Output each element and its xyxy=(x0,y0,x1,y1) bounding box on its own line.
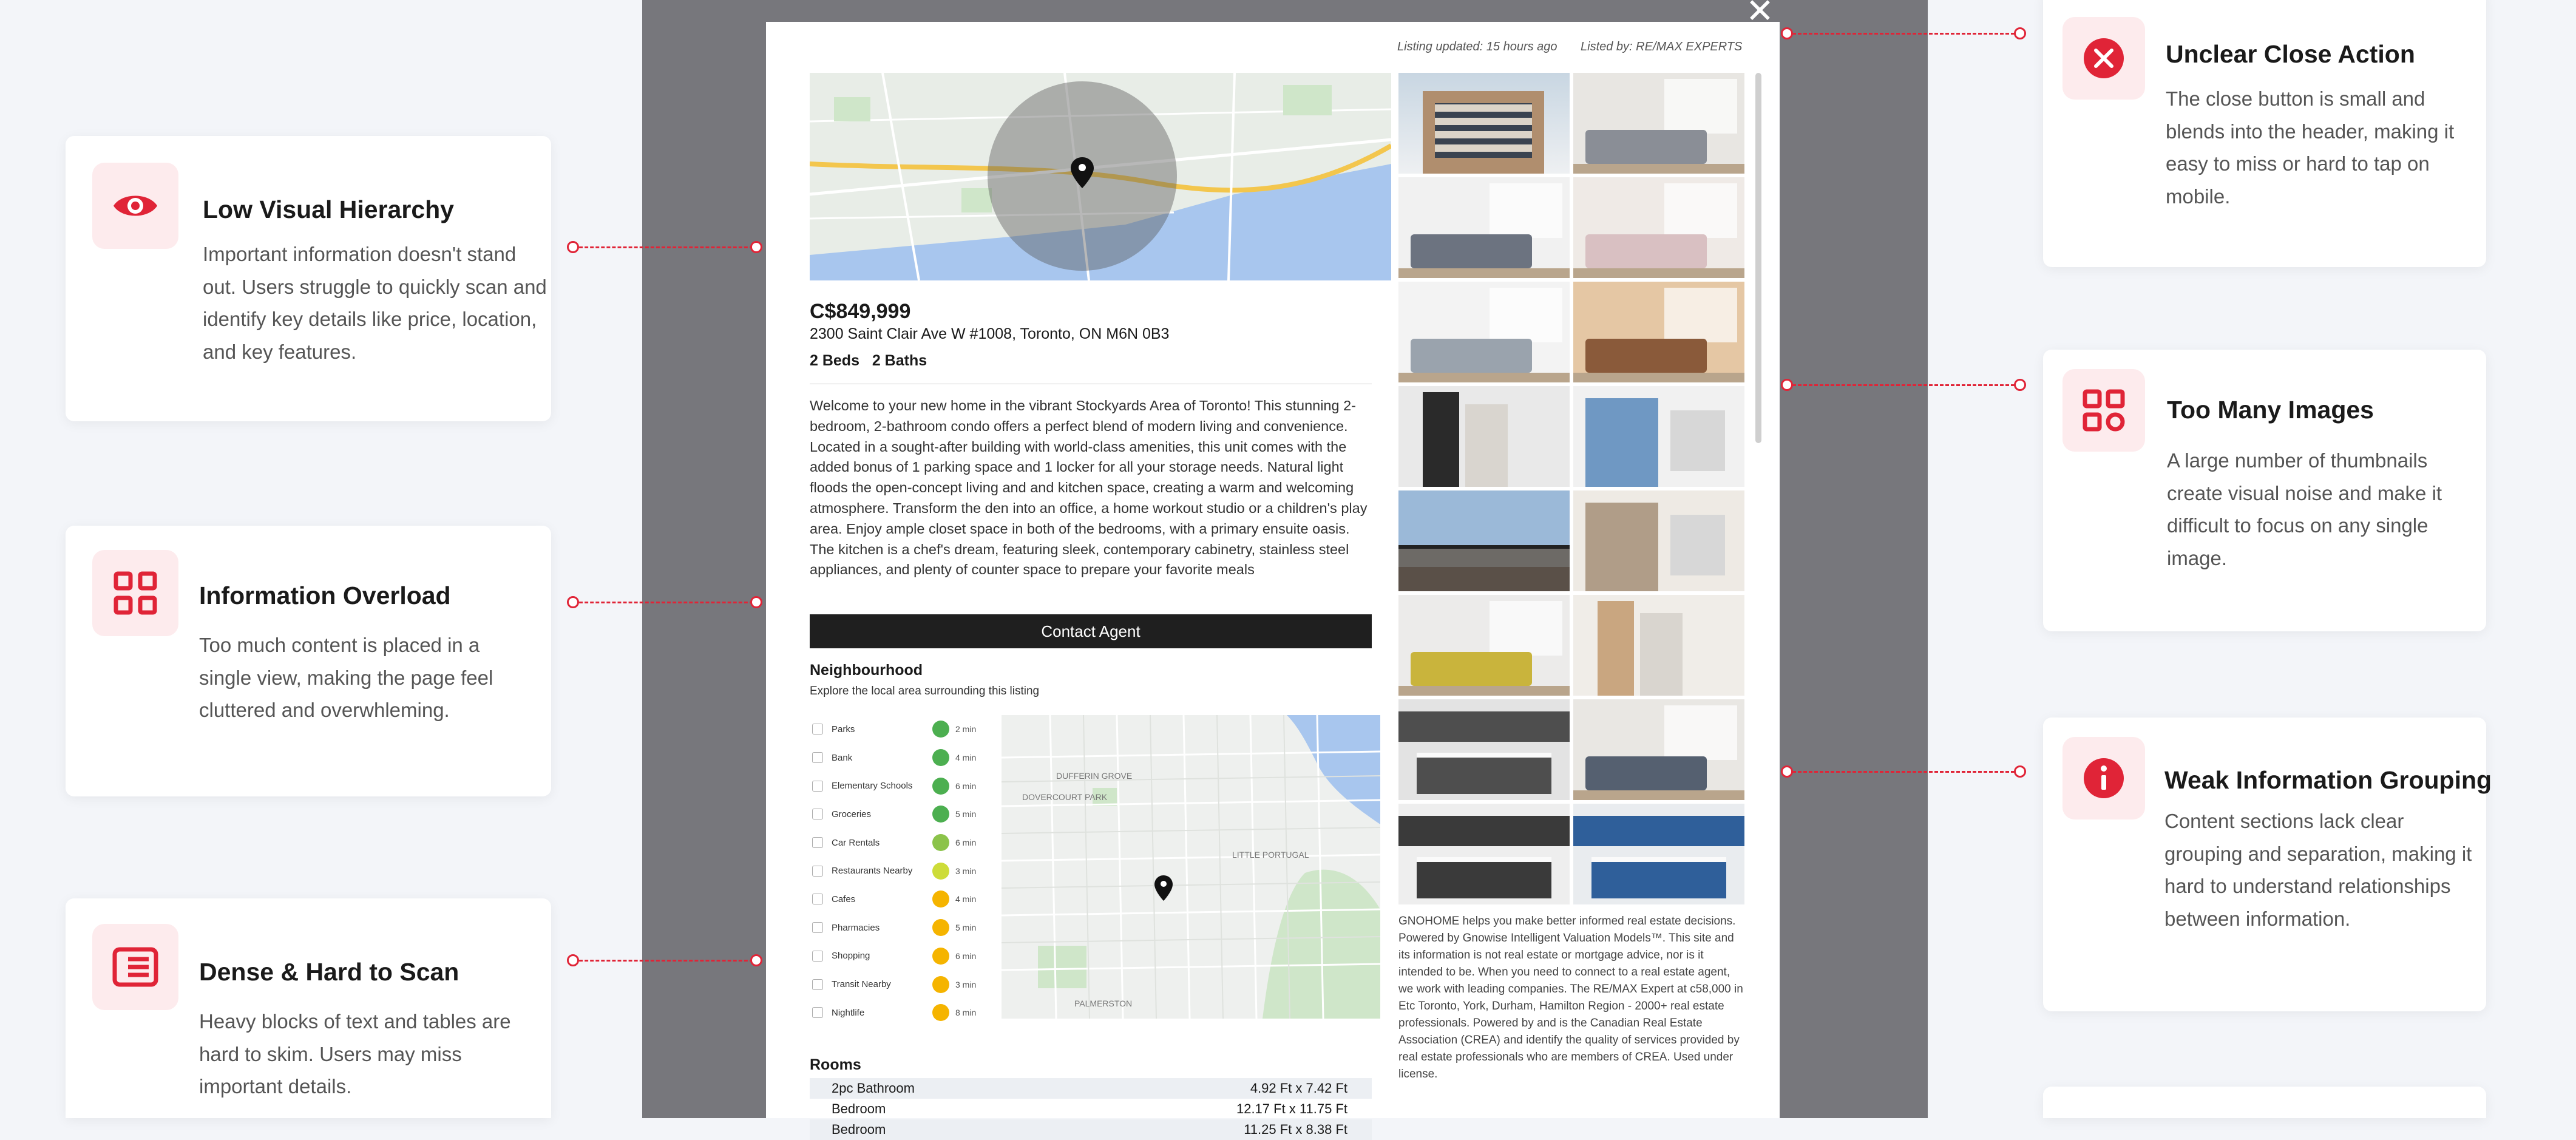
connector-dot xyxy=(2014,27,2026,39)
amenity-label: Groceries xyxy=(832,809,872,819)
connector-hierarchy xyxy=(574,246,759,248)
amenity-row[interactable] xyxy=(812,970,994,999)
location-map-graphic xyxy=(810,73,1391,280)
connector-dot xyxy=(567,596,579,608)
amenity-row[interactable] xyxy=(812,885,994,914)
amenity-icon xyxy=(812,894,823,904)
amenity-score-dot xyxy=(932,778,949,795)
amenities-list xyxy=(812,715,994,1027)
connector-dot xyxy=(750,596,762,608)
annotation-card-dense xyxy=(66,898,551,1118)
listing-beds-baths xyxy=(810,352,927,370)
card-title: Unclear Close Action xyxy=(2166,40,2415,68)
amenity-time: 2 min xyxy=(955,724,977,735)
amenity-label: Cafes xyxy=(832,894,856,904)
connector-dot xyxy=(1781,765,1793,778)
contact-agent-button[interactable]: Contact Agent xyxy=(810,614,1372,648)
amenity-label: Elementary Schools xyxy=(832,781,913,792)
listing-description: Welcome to your new home in the vibrant Stockyards Area of Toronto! This stunning 2-bedroom, 2-bathroom condo offers a perfect blend of modern living and convenience. Located in a sought-after building with world-class amenities, this unit comes with the added bonus of 1 parking space and 1 locker for all your storage needs. Natural light floods the open-concept living and and kitchen space, creating a warm and welcoming atmosphere. Transform the den into an office, a home workout studio or a children's play area. Enjoy ample closet space in both of the bedrooms, with a primary ensuite oasis. The kitchen is a chef's dream, featuring sleek, contemporary cabinetry, stainless steel appliances, and plenty of counter space to prepare your favorite meals xyxy=(810,398,1368,578)
amenity-icon xyxy=(812,979,823,990)
amenity-label: Transit Nearby xyxy=(832,979,891,990)
amenity-score-dot xyxy=(932,834,949,851)
amenity-label: Car Rentals xyxy=(832,837,880,848)
card-title: Information Overload xyxy=(199,582,451,609)
amenity-icon xyxy=(812,922,823,933)
amenity-score-dot xyxy=(932,976,949,993)
room-row xyxy=(810,1078,1372,1099)
photo-gallery xyxy=(1398,73,1744,904)
amenity-row[interactable] xyxy=(812,829,994,857)
connector-close xyxy=(1787,33,2020,35)
connector-overload xyxy=(574,602,759,603)
grid-icon xyxy=(92,550,178,636)
photo-thumbnail[interactable] xyxy=(1398,490,1570,591)
modal-scrollbar[interactable] xyxy=(1755,73,1761,443)
photo-thumbnail[interactable] xyxy=(1573,177,1744,278)
connector-dense xyxy=(574,960,759,962)
map-label-little-portugal: LITTLE PORTUGAL xyxy=(1232,850,1309,860)
amenity-label: Shopping xyxy=(832,951,870,962)
list-icon xyxy=(92,924,178,1010)
amenity-label: Restaurants Nearby xyxy=(832,866,913,877)
room-row xyxy=(810,1099,1372,1119)
connector-dot xyxy=(1781,379,1793,391)
listing-updated-text: Listing updated: 15 hours ago xyxy=(1397,40,1557,53)
amenity-time: 5 min xyxy=(955,923,977,933)
amenity-time: 4 min xyxy=(955,753,977,763)
connector-dot xyxy=(2014,379,2026,391)
neighbourhood-title: Neighbourhood xyxy=(810,662,923,679)
amenity-score-dot xyxy=(932,1004,949,1021)
amenity-row[interactable] xyxy=(812,744,994,772)
photo-thumbnail[interactable] xyxy=(1573,386,1744,487)
connector-images xyxy=(1787,384,2020,386)
connector-grouping xyxy=(1787,771,2020,773)
map-label-palmerston: PALMERSTON xyxy=(1074,999,1133,1008)
amenity-row[interactable] xyxy=(812,772,994,800)
connector-dot xyxy=(750,954,762,966)
room-row xyxy=(810,1119,1372,1140)
rooms-table xyxy=(810,1078,1372,1140)
amenity-label: Pharmacies xyxy=(832,922,880,933)
amenity-score-dot xyxy=(932,863,949,880)
close-circle-icon xyxy=(2062,17,2145,100)
connector-dot xyxy=(1781,27,1793,39)
amenity-score-dot xyxy=(932,749,949,766)
amenity-icon xyxy=(812,809,823,819)
card-description: The close button is small and blends into the header, making it easy to miss or hard to tap on mobile. xyxy=(2166,87,2455,208)
photo-thumbnail[interactable] xyxy=(1398,804,1570,904)
photo-thumbnail[interactable] xyxy=(1398,73,1570,174)
amenity-icon xyxy=(812,752,823,763)
card-description: Content sections lack clear grouping and separation, making it hard to understand relationships between information. xyxy=(2164,810,2472,930)
room-name: 2pc Bathroom xyxy=(832,1081,915,1096)
amenity-icon xyxy=(812,1007,823,1018)
photo-thumbnail[interactable] xyxy=(1573,804,1744,904)
amenity-time: 4 min xyxy=(955,894,977,904)
room-size: 4.92 Ft x 7.42 Ft xyxy=(1250,1081,1347,1096)
amenity-time: 8 min xyxy=(955,1008,977,1018)
amenity-time: 3 min xyxy=(955,866,977,876)
amenity-time: 6 min xyxy=(955,838,977,848)
listed-by-text: Listed by: RE/MAX EXPERTS xyxy=(1581,40,1743,53)
card-description: Too much content is placed in a single view, making the page feel cluttered and overwhleming. xyxy=(199,634,493,721)
photo-thumbnail[interactable] xyxy=(1573,282,1744,382)
connector-dot xyxy=(567,241,579,253)
amenity-row[interactable] xyxy=(812,800,994,829)
connector-dot xyxy=(567,954,579,966)
amenity-time: 6 min xyxy=(955,781,977,791)
eye-icon xyxy=(92,163,178,249)
annotation-card-partial xyxy=(2043,1087,2486,1118)
listing-price: C$849,999 xyxy=(810,300,911,323)
amenity-label: Parks xyxy=(832,724,855,735)
room-size: 12.17 Ft x 11.75 Ft xyxy=(1236,1101,1347,1116)
amenity-time: 6 min xyxy=(955,951,977,961)
amenity-row[interactable] xyxy=(812,715,994,744)
location-map[interactable] xyxy=(810,73,1391,280)
amenity-time: 3 min xyxy=(955,979,977,989)
photo-thumbnail[interactable] xyxy=(1398,282,1570,382)
listing-modal xyxy=(766,22,1780,1137)
card-title: Low Visual Hierarchy xyxy=(203,195,454,223)
card-description: A large number of thumbnails create visual noise and make it difficult to focus on any single image. xyxy=(2167,449,2442,569)
card-description: Important information doesn't stand out. Users struggle to quickly scan and identify key details like price, location, and key features. xyxy=(203,243,547,363)
amenity-score-dot xyxy=(932,919,949,936)
map-label-dufferin-grove: DUFFERIN GROVE xyxy=(1056,771,1133,781)
neighbourhood-subtitle: Explore the local area surrounding this listing xyxy=(810,685,1040,697)
photo-thumbnail[interactable] xyxy=(1398,177,1570,278)
amenity-label: Nightlife xyxy=(832,1007,865,1018)
room-name: Bedroom xyxy=(832,1122,886,1137)
apps-icon xyxy=(2062,369,2145,452)
amenity-score-dot xyxy=(932,891,949,908)
amenity-label: Bank xyxy=(832,752,853,763)
amenity-row[interactable] xyxy=(812,914,994,942)
amenity-score-dot xyxy=(932,806,949,823)
card-title: Too Many Images xyxy=(2167,396,2374,424)
map-label-dovercourt-park: DOVERCOURT PARK xyxy=(1022,792,1108,802)
amenity-row[interactable] xyxy=(812,999,994,1027)
photo-thumbnail[interactable] xyxy=(1573,490,1744,591)
disclaimer-text: GNOHOME helps you make better informed real estate decisions. Powered by Gnowise Intelligent Valuation Models™. This site and its information is not real estate or mortgage advice, nor is it intended to be. When you need to connect to a real estate agent, we work with leading companies. The RE/MAX Expert at c58,000 in Etc Toronto, York, Durham, Hamilton Region - 2000+ real estate professionals. Powered by and is the Canadian Real Estate Association (CREA) and identify the quality of services provided by real estate professionals who are members of CREA. Used under license. xyxy=(1398,915,1743,1081)
annotation-card-grouping xyxy=(2043,718,2492,1011)
amenity-row[interactable] xyxy=(812,942,994,971)
amenity-icon xyxy=(812,951,823,962)
annotation-card-close xyxy=(2043,0,2486,267)
card-title: Weak Information Grouping xyxy=(2164,766,2492,794)
connector-dot xyxy=(2014,765,2026,778)
amenity-row[interactable] xyxy=(812,857,994,885)
rooms-title: Rooms xyxy=(810,1056,861,1073)
baths-count: 2 Baths xyxy=(872,352,927,369)
amenity-icon xyxy=(812,866,823,877)
connector-dot xyxy=(750,241,762,253)
amenity-score-dot xyxy=(932,948,949,965)
photo-thumbnail[interactable] xyxy=(1398,699,1570,800)
amenity-icon xyxy=(812,724,823,735)
photo-thumbnail[interactable] xyxy=(1573,595,1744,696)
annotation-card-images xyxy=(2043,350,2486,631)
info-icon xyxy=(2062,737,2145,819)
photo-thumbnail[interactable] xyxy=(1398,595,1570,696)
amenity-score-dot xyxy=(932,721,949,738)
amenity-icon xyxy=(812,781,823,792)
beds-count: 2 Beds xyxy=(810,352,859,369)
annotation-card-overload xyxy=(66,526,551,796)
photo-thumbnail[interactable] xyxy=(1398,386,1570,487)
card-title: Dense & Hard to Scan xyxy=(199,958,459,986)
photo-thumbnail[interactable] xyxy=(1573,73,1744,174)
amenity-time: 5 min xyxy=(955,809,977,819)
annotation-card-hierarchy xyxy=(66,136,551,421)
neighbourhood-map[interactable] xyxy=(1002,715,1380,1019)
photo-thumbnail[interactable] xyxy=(1573,699,1744,800)
room-name: Bedroom xyxy=(832,1101,886,1116)
amenity-icon xyxy=(812,837,823,848)
neighbourhood-map-graphic xyxy=(1002,715,1380,1019)
listing-address: 2300 Saint Clair Ave W #1008, Toronto, ON M6N 0B3 xyxy=(810,325,1170,342)
close-icon[interactable]: ✕ xyxy=(1746,0,1774,30)
card-description: Heavy blocks of text and tables are hard to skim. Users may miss important details. xyxy=(199,1010,511,1098)
room-size: 11.25 Ft x 8.38 Ft xyxy=(1244,1122,1347,1137)
